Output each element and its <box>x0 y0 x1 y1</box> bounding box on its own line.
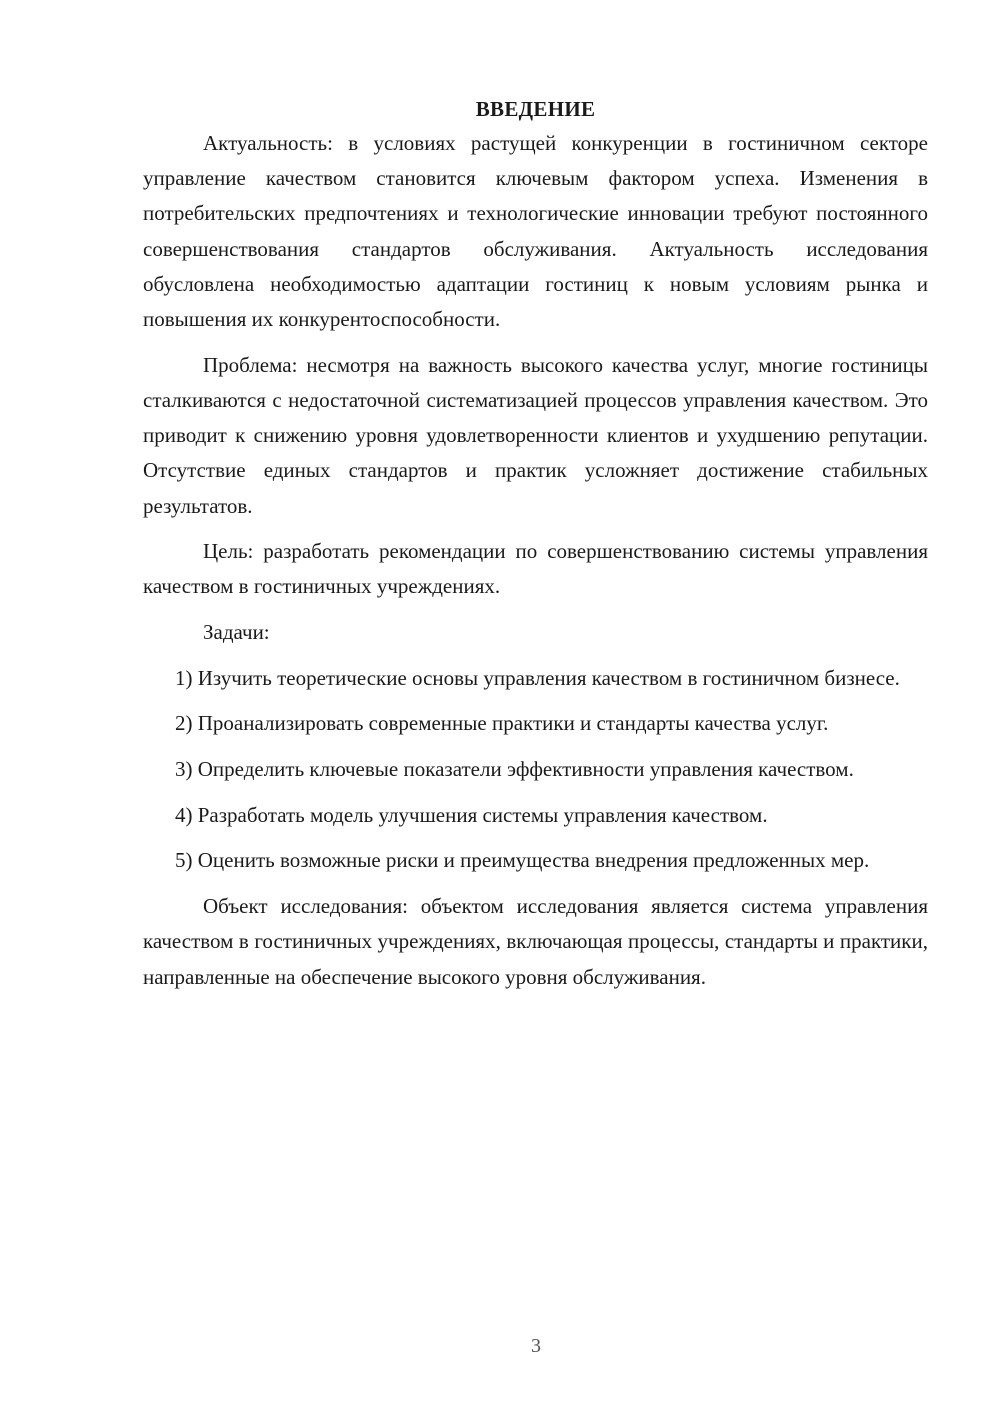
relevance-paragraph: Актуальность: в условиях растущей конкуренции в гостиничном секторе управление качеством становится ключевым фактором успеха. Изменения в потребительских предпочтениях и технологические инновации требуют постоянного совершенствования стандартов обслуживания. Актуальность исследования обусловлена необходимостью адаптации гостиниц к новым условиям рынка и повышения их конкурентоспособности. <box>143 131 928 332</box>
goal-paragraph: Цель: разработать рекомендации по совершенствованию системы управления качеством в гостиничных учреждениях. <box>143 539 928 599</box>
task-item-2: 2) Проанализировать современные практики и стандарты качества услуг. <box>175 711 829 736</box>
task-item-3: 3) Определить ключевые показатели эффективности управления качеством. <box>175 757 854 782</box>
page-title: ВВЕДЕНИЕ <box>475 97 596 121</box>
problem-paragraph: Проблема: несмотря на важность высокого качества услуг, многие гостиницы сталкиваются с недостаточной систематизацией процессов управления качеством. Это приводит к снижению уровня удовлетворенности клиентов и ухудшению репутации. Отсутствие единых стандартов и практик усложняет достижение стабильных результатов. <box>143 352 928 518</box>
task-item-1: 1) Изучить теоретические основы управления качеством в гостиничном бизнесе. <box>175 665 900 690</box>
object-paragraph: Объект исследования: объектом исследования является система управления качеством в гостиничных учреждениях, включающая процессы, стандарты и практики, направленные на обеспечение высокого уровня обслуживания. <box>143 894 928 989</box>
task-item-4: 4) Разработать модель улучшения системы управления качеством. <box>175 802 768 827</box>
page-number: 3 <box>531 1335 541 1357</box>
tasks-heading: Задачи: <box>203 620 270 645</box>
document-page <box>143 92 928 1005</box>
task-item-5: 5) Оценить возможные риски и преимущества внедрения предложенных мер. <box>175 848 870 873</box>
